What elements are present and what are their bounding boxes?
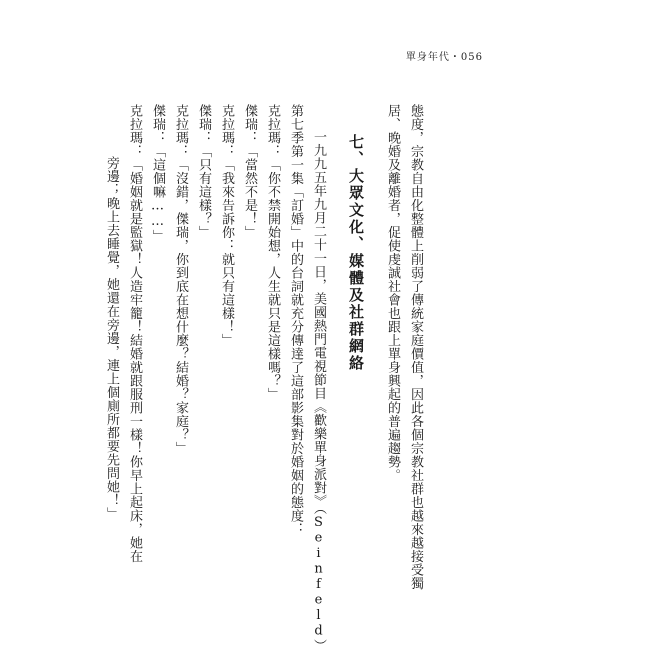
paragraph-line: 居、晚婚及離婚者，促使虔誠社會也跟上單身興起的普遍趨勢。 <box>385 104 400 482</box>
dialogue-line: 傑瑞：「只有這樣？」 <box>196 104 211 239</box>
section-heading: 七、大眾文化、媒體及社群網絡 <box>347 134 365 372</box>
paragraph-line: 一九九五年九月二十一日，美國熱門電視節目《歡樂單身派對》（Seinfeld） <box>311 130 326 653</box>
dialogue-line: 克拉瑪：「沒錯，傑瑞，你到底在想什麼？結婚？家庭？」 <box>173 104 188 455</box>
paragraph-line: 態度，宗教自由化整體上削弱了傳統家庭價值，因此各個宗教社群也越來越接受獨 <box>408 104 423 590</box>
dialogue-line: 傑瑞：「這個嘛……」 <box>150 104 165 243</box>
dialogue-line: 旁邊；晚上去睡覺，她還在旁邊，連上個廁所都要先問她！」 <box>104 156 119 521</box>
dialogue-line: 克拉瑪：「婚姻就是監獄！人造牢籠！結婚就跟服刑一樣！你早上起床，她在 <box>127 104 142 563</box>
running-head: 單身年代・056 <box>405 52 483 63</box>
dialogue-line: 克拉瑪：「我來告訴你：就只有這樣！」 <box>219 104 234 347</box>
paragraph-line: 第七季第一集「訂婚」中的台詞就充分傳達了這部影集對於婚姻的態度： <box>288 104 303 536</box>
dialogue-line: 傑瑞：「當然不是！」 <box>242 104 257 239</box>
vertical-text-block <box>100 104 427 653</box>
dialogue-line: 克拉瑪：「你不禁開始想，人生就只是這樣嗎？」 <box>265 104 280 401</box>
